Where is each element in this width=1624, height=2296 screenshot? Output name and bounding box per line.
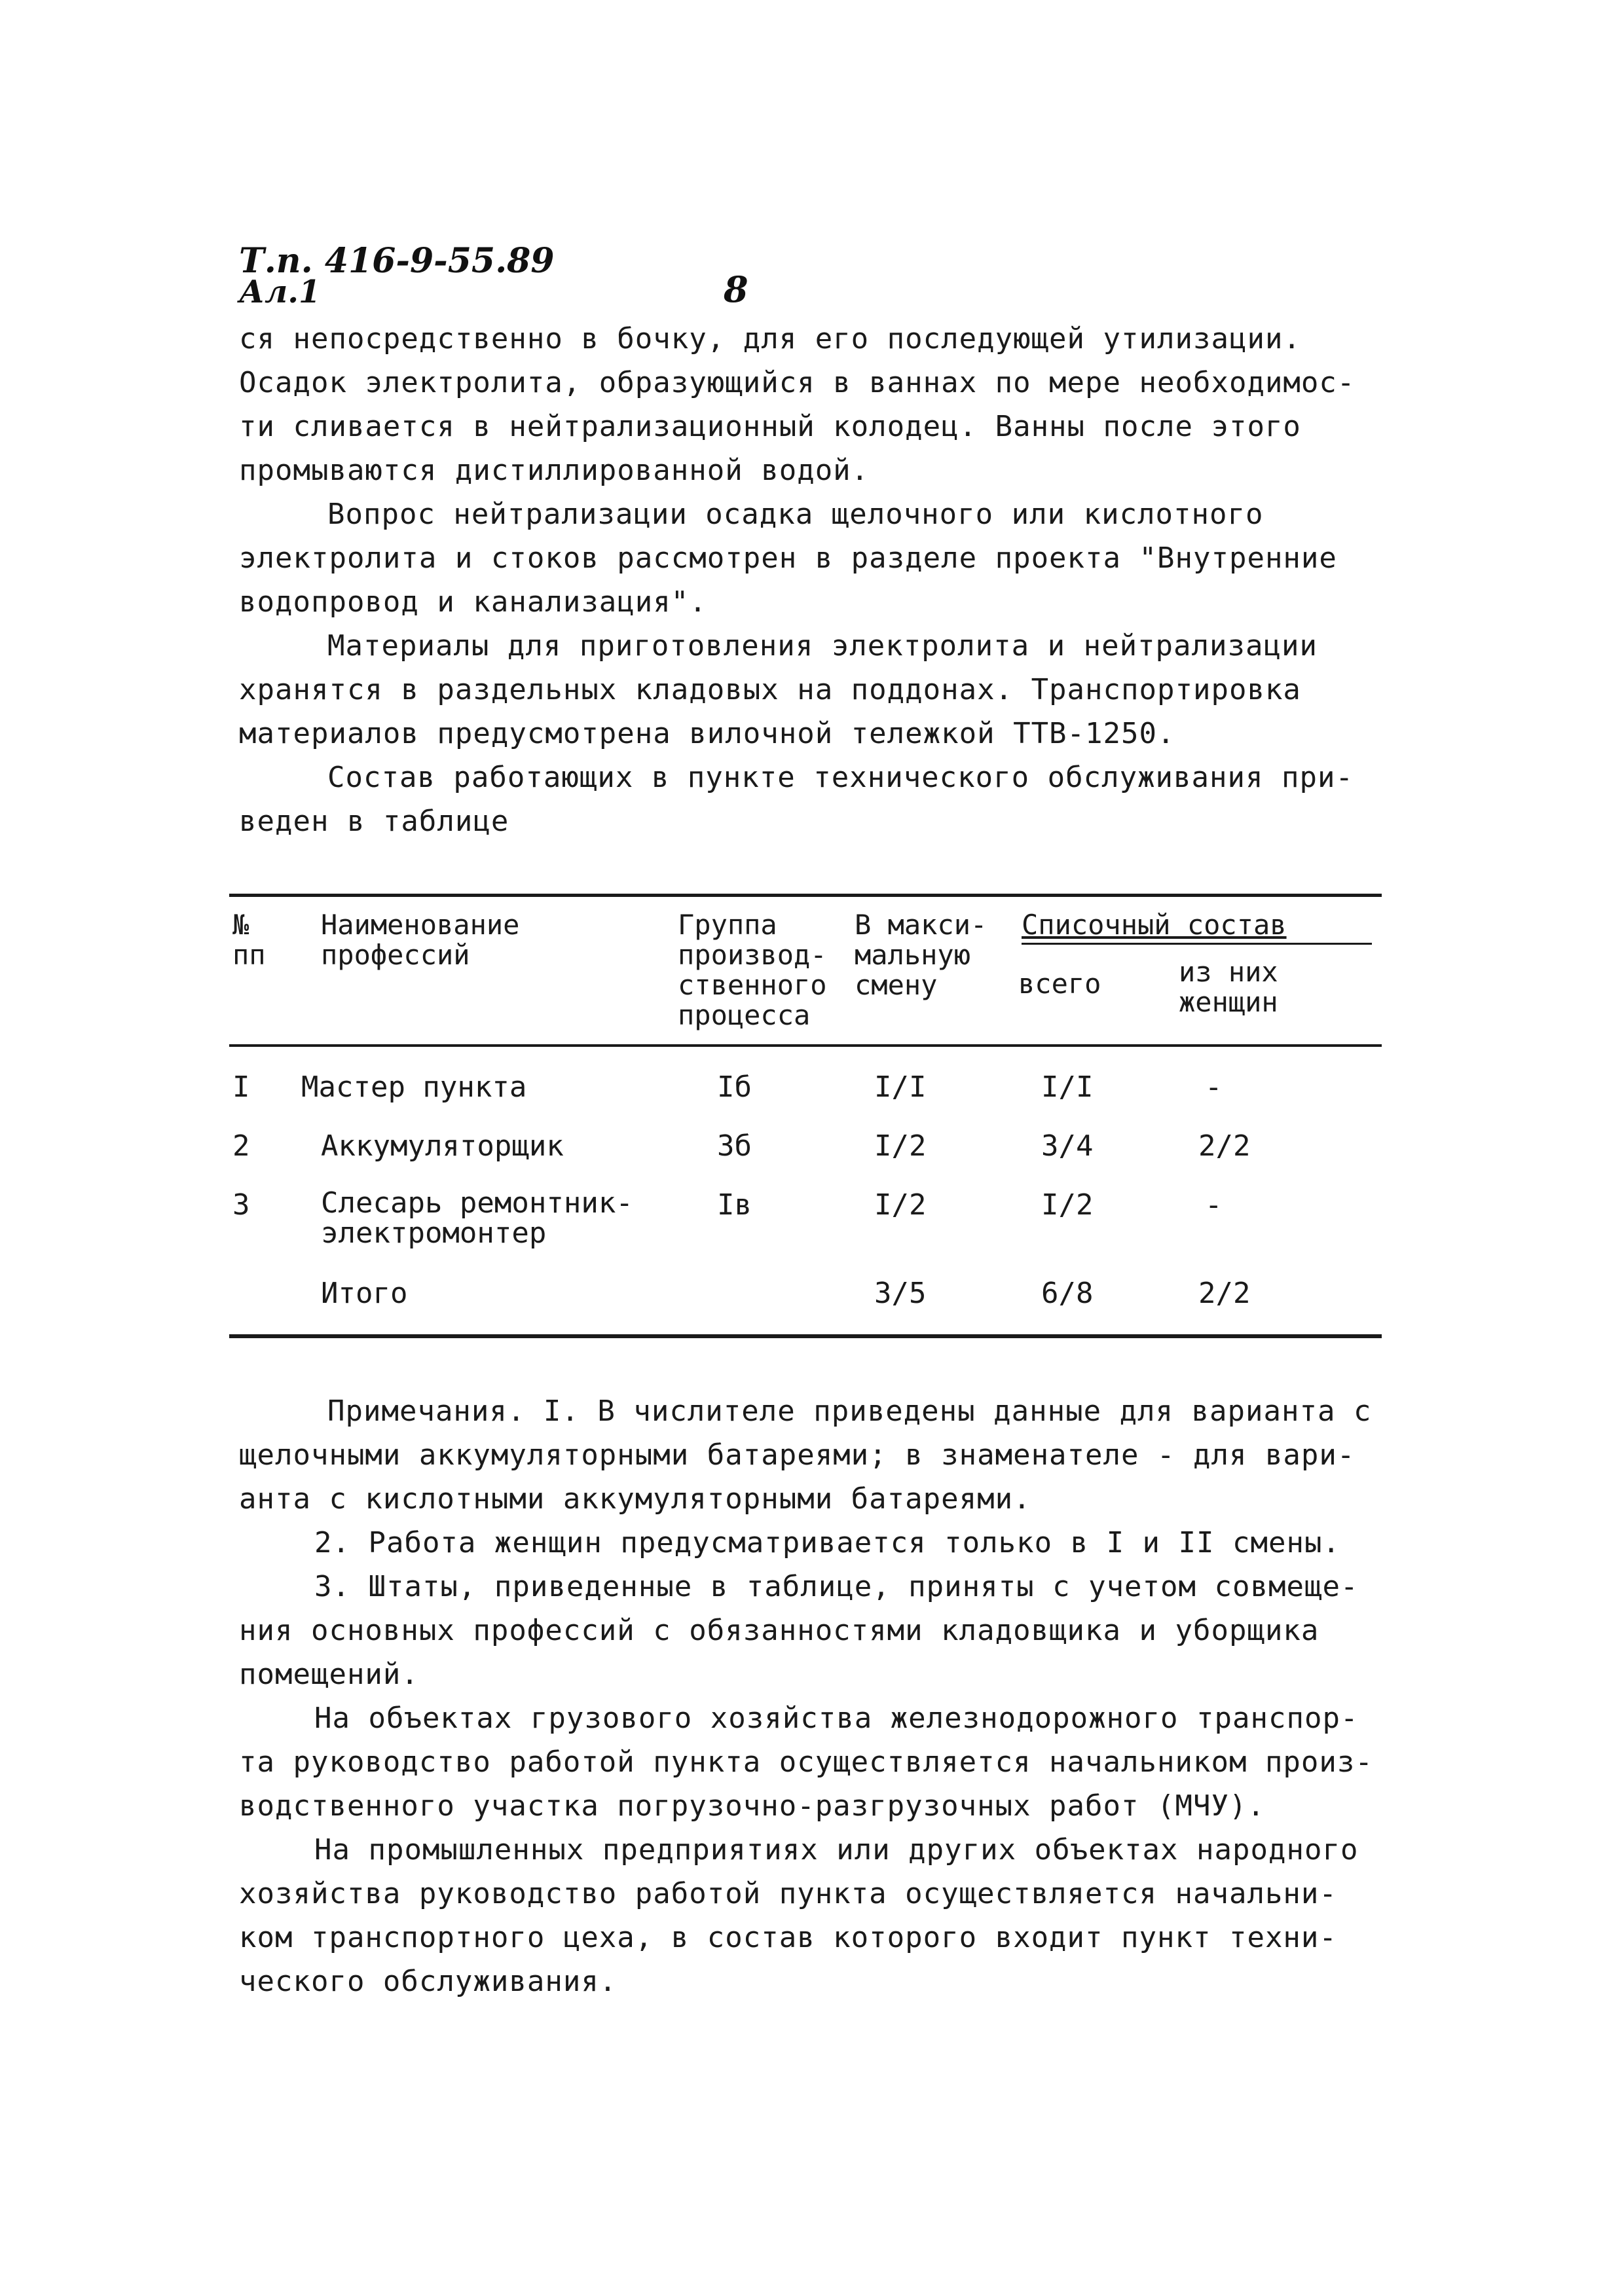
row-total: I/I <box>1041 1070 1094 1104</box>
header-women: из них женщин <box>1179 956 1278 1018</box>
table-bottom-rule <box>229 1334 1382 1338</box>
header-group: Группа производ- ственного процесса <box>678 909 827 1031</box>
note-line: помещений. <box>239 1658 419 1691</box>
row-num: 2 <box>232 1129 250 1163</box>
header-profession: Наименование профессий <box>321 909 520 971</box>
row-max-shift: I/I <box>874 1070 927 1104</box>
body-line: материалов предусмотрена вилочной тележкой ТТВ-1250. <box>239 717 1175 750</box>
note-line: щелочными аккумуляторными батареями; в знаменателе - для вари- <box>239 1438 1356 1472</box>
body-line: На объектах грузового хозяйства железнодорожного транспор- <box>314 1702 1359 1735</box>
body-line: промываются дистиллированной водой. <box>239 454 870 487</box>
body-line: ти сливается в нейтрализационный колодец. Ванны после этого <box>239 410 1301 443</box>
body-line: Вопрос нейтрализации осадка щелочного или кислотного <box>327 498 1264 531</box>
body-line: ком транспортного цеха, в состав которого входит пункт техни- <box>239 1921 1337 1954</box>
header-list-group: Списочный состав <box>1022 909 1287 941</box>
body-line: ся непосредственно в бочку, для его последующей утилизации. <box>239 322 1301 355</box>
row-num: I <box>232 1070 250 1104</box>
header-num: № пп <box>232 909 266 971</box>
body-line: водопровод и канализация". <box>239 585 707 619</box>
body-line: На промышленных предприятиях или других объектах народного <box>314 1833 1359 1867</box>
body-line: веден в таблице <box>239 805 509 838</box>
body-line: Осадок электролита, образующийся в ваннах по мере необходимос- <box>239 366 1356 399</box>
body-line: Состав работающих в пункте технического обслуживания при- <box>327 761 1354 794</box>
row-max-shift: 3/5 <box>874 1277 927 1310</box>
document-code: Т.п. 416-9-55.89 <box>239 241 555 281</box>
row-profession: Итого <box>321 1277 408 1310</box>
header-max-shift: В макси- мальную смену <box>855 909 987 1001</box>
note-line: Примечания. I. В числителе приведены данные для варианта с <box>327 1394 1372 1428</box>
row-women: 2/2 <box>1198 1129 1251 1163</box>
row-women: - <box>1205 1070 1223 1104</box>
page-number: 8 <box>724 268 748 310</box>
row-group: 3б <box>717 1129 752 1163</box>
body-line: хозяйства руководство работой пункта осуществляется начальни- <box>239 1877 1337 1910</box>
row-total: 3/4 <box>1041 1129 1094 1163</box>
table-header-rule <box>229 1044 1382 1047</box>
row-max-shift: I/2 <box>874 1188 927 1222</box>
body-line: та руководство работой пункта осуществляется начальником произ- <box>239 1745 1373 1779</box>
row-total: I/2 <box>1041 1188 1094 1222</box>
note-line: 3. Штаты, приведенные в таблице, приняты с учетом совмеще- <box>314 1570 1359 1603</box>
table-top-rule <box>229 894 1382 897</box>
body-line: электролита и стоков рассмотрен в разделе проекта "Внутренние <box>239 541 1337 575</box>
body-line: ческого обслуживания. <box>239 1965 618 1998</box>
body-line: хранятся в раздельных кладовых на поддонах. Транспортировка <box>239 673 1301 706</box>
row-total: 6/8 <box>1041 1277 1094 1310</box>
list-group-rule <box>1022 943 1372 945</box>
album-number: Ал.1 <box>239 274 321 310</box>
row-num: 3 <box>232 1188 250 1222</box>
row-profession: Мастер пункта <box>301 1070 527 1104</box>
header-total: всего <box>1018 968 1101 1000</box>
note-line: ния основных профессий с обязанностями кладовщика и уборщика <box>239 1614 1320 1647</box>
row-max-shift: I/2 <box>874 1129 927 1163</box>
row-women: 2/2 <box>1198 1277 1251 1310</box>
body-line: водственного участка погрузочно-разгрузочных работ (МЧУ). <box>239 1789 1265 1823</box>
body-line: Материалы для приготовления электролита и нейтрализации <box>327 629 1318 663</box>
row-women: - <box>1205 1188 1223 1222</box>
row-profession: Аккумуляторщик <box>321 1129 564 1163</box>
note-line: 2. Работа женщин предусматривается только в I и II смены. <box>314 1526 1340 1559</box>
row-profession: Слесарь ремонтник- электромонтер <box>321 1186 633 1250</box>
row-group: Iв <box>717 1188 752 1222</box>
row-group: Iб <box>717 1070 752 1104</box>
note-line: анта с кислотными аккумуляторными батареями. <box>239 1482 1031 1516</box>
